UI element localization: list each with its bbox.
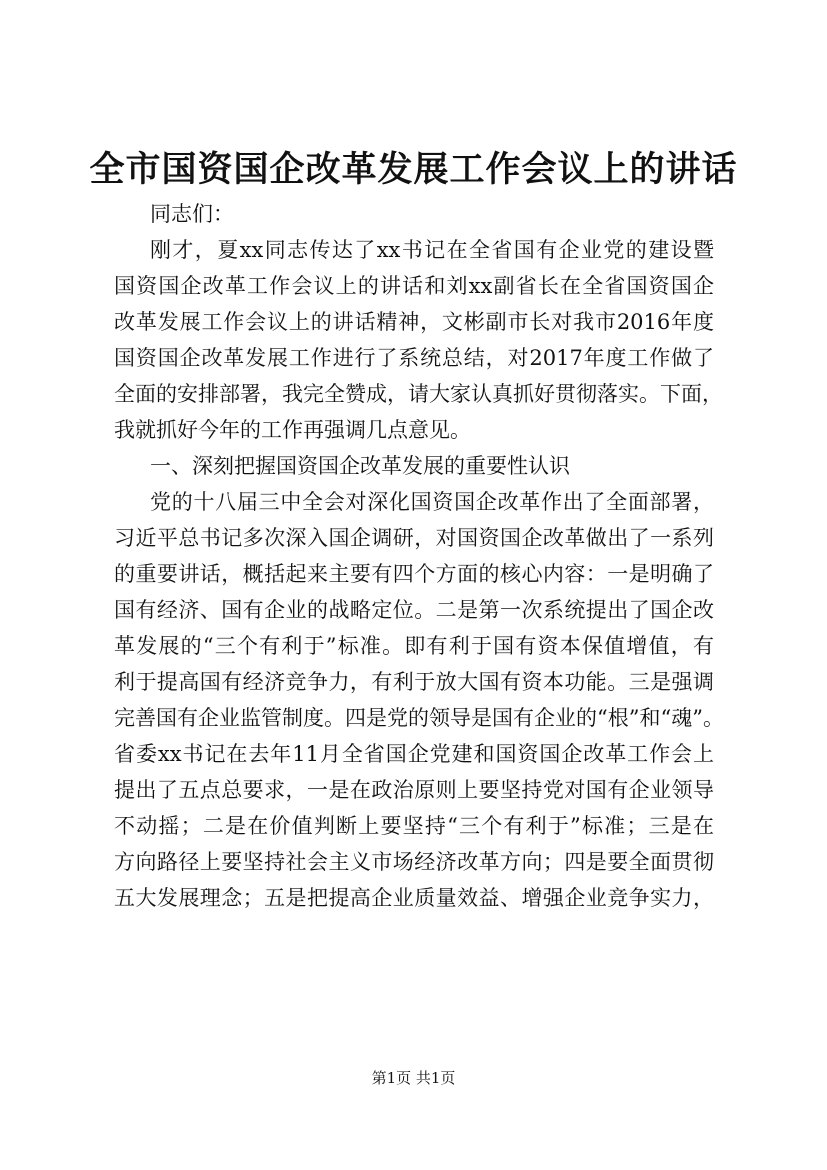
body-line: 国有经济、国有企业的战略定位。二是第一次系统提出了国企改 — [114, 598, 714, 622]
body-line: 刚才，夏xx同志传达了xx书记在全省国有企业党的建设暨 — [150, 238, 714, 262]
body-line: 省委xx书记在去年11月全省国企党建和国资国企改革工作会上 — [114, 742, 714, 766]
body-line: 提出了五点总要求，一是在政治原则上要坚持党对国有企业领导 — [114, 778, 714, 802]
body-line: 革发展的“三个有利于”标准。即有利于国有资本保值增值，有 — [114, 634, 714, 658]
body-line: 国资国企改革发展工作进行了系统总结，对2017年度工作做了 — [114, 346, 714, 370]
body-line: 方向路径上要坚持社会主义市场经济改革方向；四是要全面贯彻 — [114, 850, 714, 874]
body-line: 国资国企改革工作会议上的讲话和刘xx副省长在全省国资国企 — [114, 274, 714, 298]
body-line: 习近平总书记多次深入国企调研，对国资国企改革做出了一系列 — [114, 526, 714, 550]
body-line: 改革发展工作会议上的讲话精神，文彬副市长对我市2016年度 — [114, 310, 714, 334]
body-line: 党的十八届三中全会对深化国资国企改革作出了全面部署， — [150, 490, 714, 514]
page-footer: 第1页 共1页 — [371, 1069, 456, 1087]
body-line: 的重要讲话，概括起来主要有四个方面的核心内容：一是明确了 — [114, 562, 714, 586]
document-body — [114, 196, 724, 916]
salutation: 同志们： — [150, 202, 234, 226]
body-line: 我就抓好今年的工作再强调几点意见。 — [114, 418, 471, 442]
section-heading: 一、深刻把握国资国企改革发展的重要性认识 — [150, 454, 570, 478]
body-line: 利于提高国有经济竞争力，有利于放大国有资本功能。三是强调 — [114, 670, 714, 694]
body-line: 完善国有企业监管制度。四是党的领导是国有企业的“根”和“魂”。 — [114, 706, 724, 730]
body-line: 全面的安排部署，我完全赞成，请大家认真抓好贯彻落实。下面， — [114, 382, 723, 406]
body-line: 不动摇；二是在价值判断上要坚持“三个有利于”标准；三是在 — [114, 814, 714, 838]
body-line: 五大发展理念；五是把提高企业质量效益、增强企业竞争实力， — [114, 886, 714, 910]
document-title: 全市国资国企改革发展工作会议上的讲话 — [89, 149, 738, 190]
